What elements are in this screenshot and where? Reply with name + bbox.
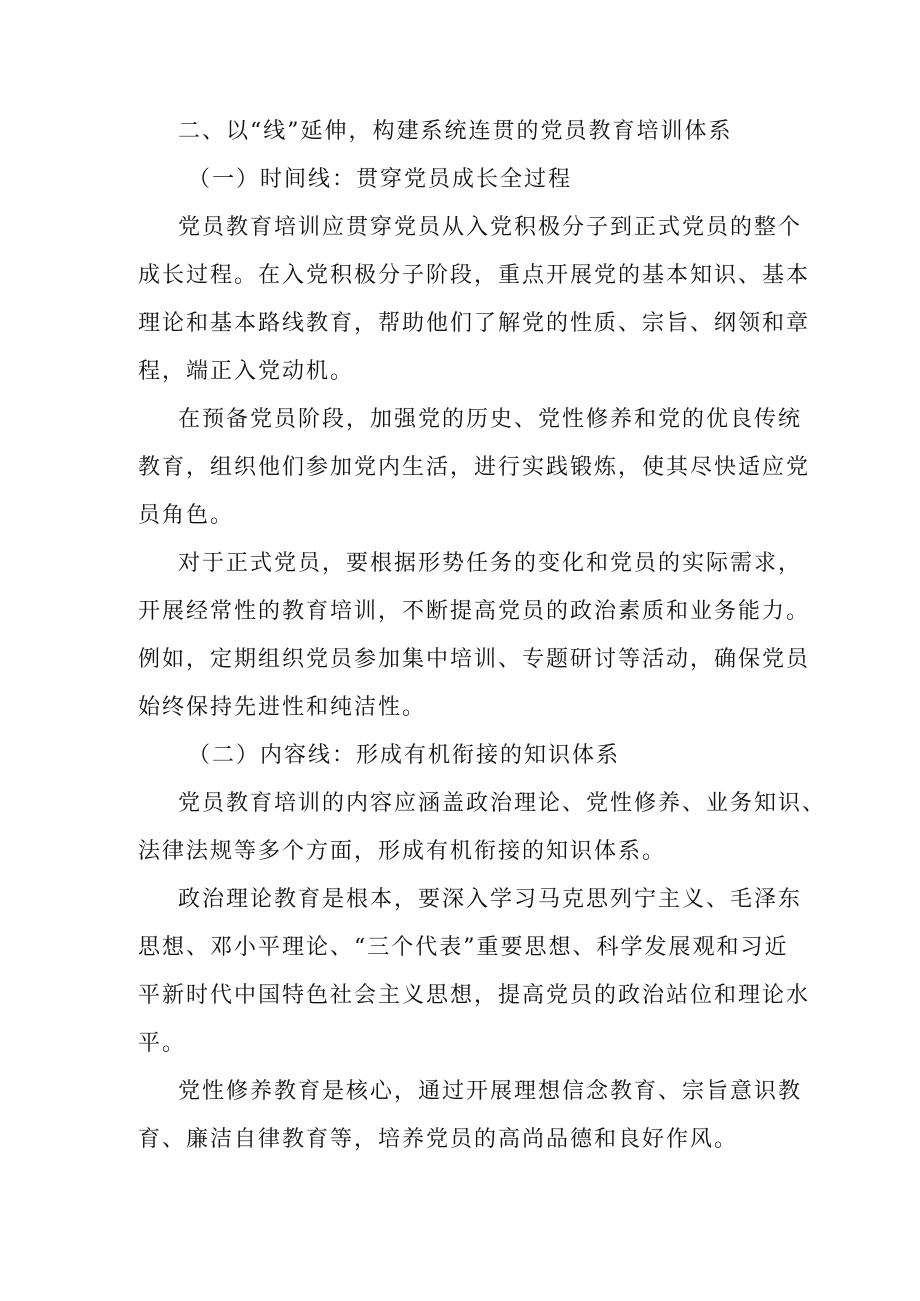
paragraph-line: 平。 [138,1031,187,1056]
paragraph-line: 开展经常性的教育培训，不断提高党员的政治素质和业务能力。 [138,599,811,624]
section-heading: 二、以“线”延伸，构建系统连贯的党员教育培训体系 [178,119,733,144]
subsection-title: （二）内容线：形成有机衔接的知识体系 [188,743,621,768]
paragraph-line: 党员教育培训的内容应涵盖政治理论、党性修养、业务知识、 [178,791,827,816]
paragraph-line: 在预备党员阶段，加强党的历史、党性修养和党的优良传统 [178,407,803,432]
paragraph-line: 成长过程。在入党积极分子阶段，重点开展党的基本知识、基本 [138,263,811,288]
paragraph-line: 政治理论教育是根本，要深入学习马克思列宁主义、毛泽东 [178,887,803,912]
paragraph-line: 党员教育培训应贯穿党员从入党积极分子到正式党员的整个 [178,215,803,240]
paragraph-line: 思想、邓小平理论、“三个代表”重要思想、科学发展观和习近 [138,935,789,960]
paragraph-line: 法律法规等多个方面，形成有机衔接的知识体系。 [138,839,667,864]
paragraph-line: 教育，组织他们参加党内生活，进行实践锻炼，使其尽快适应党 [138,455,811,480]
paragraph-line: 对于正式党员，要根据形势任务的变化和党员的实际需求， [178,551,803,576]
paragraph-line: 员角色。 [138,503,235,528]
paragraph-line: 育、廉洁自律教育等，培养党员的高尚品德和良好作风。 [138,1127,739,1152]
paragraph-line: 平新时代中国特色社会主义思想，提高党员的政治站位和理论水 [138,983,811,1008]
paragraph-line: 党性修养教育是核心，通过开展理想信念教育、宗旨意识教 [178,1079,803,1104]
paragraph-line: 例如，定期组织党员参加集中培训、专题研讨等活动，确保党员 [138,647,811,672]
paragraph-line: 始终保持先进性和纯洁性。 [138,695,427,720]
paragraph-line: 理论和基本路线教育，帮助他们了解党的性质、宗旨、纲领和章 [138,311,811,336]
subsection-title: （一）时间线：贯穿党员成长全过程 [188,167,573,192]
paragraph-line: 程，端正入党动机。 [138,359,355,384]
